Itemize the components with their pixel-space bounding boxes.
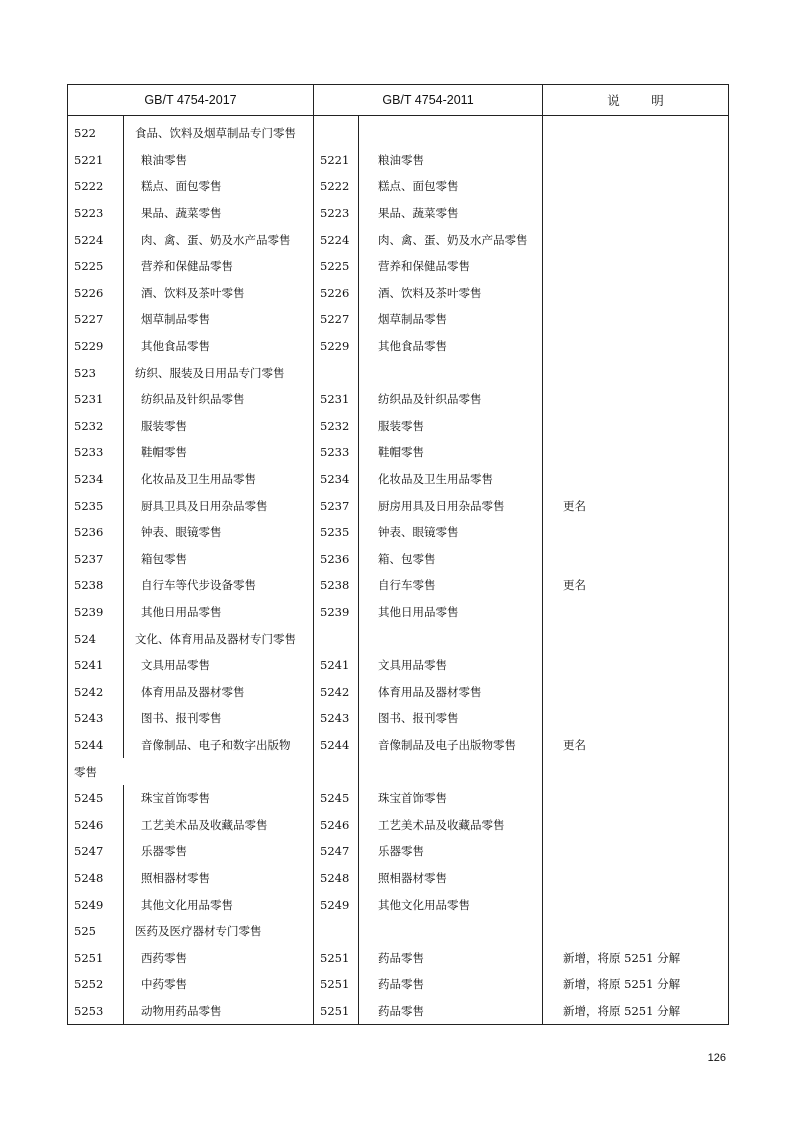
name-2011: 其他食品零售 <box>359 333 543 360</box>
code-2017: 5252 <box>68 971 124 998</box>
note <box>543 785 729 812</box>
name-2011: 自行车零售 <box>359 572 543 599</box>
code-2011: 5248 <box>314 865 359 892</box>
code-2017: 524 <box>68 625 124 652</box>
note <box>543 838 729 865</box>
table-row <box>68 546 729 573</box>
table-row <box>68 280 729 307</box>
note <box>543 891 729 918</box>
code-2011: 5229 <box>314 333 359 360</box>
name-2011: 图书、报刊零售 <box>359 705 543 732</box>
name-2017: 自行车等代步设备零售 <box>124 572 314 599</box>
name-2011: 厨房用具及日用杂品零售 <box>359 492 543 519</box>
table-row <box>68 147 729 174</box>
name-2011: 音像制品及电子出版物零售 <box>359 732 543 759</box>
name-2011: 酒、饮料及茶叶零售 <box>359 280 543 307</box>
note <box>543 226 729 253</box>
name-2011: 纺织品及针织品零售 <box>359 386 543 413</box>
name-2017: 珠宝首饰零售 <box>124 785 314 812</box>
code-2011 <box>314 116 359 147</box>
code-2017: 5246 <box>68 811 124 838</box>
name-2011: 其他文化用品零售 <box>359 891 543 918</box>
table-row <box>68 386 729 413</box>
note <box>543 173 729 200</box>
table-row <box>68 732 729 759</box>
table-row <box>68 306 729 333</box>
code-2011: 5225 <box>314 253 359 280</box>
code-2017: 5253 <box>68 998 124 1025</box>
code-2017: 5244 <box>68 732 124 759</box>
code-2011: 5244 <box>314 732 359 759</box>
name-2017: 肉、禽、蛋、奶及水产品零售 <box>124 226 314 253</box>
note <box>543 466 729 493</box>
name-2017: 糕点、面包零售 <box>124 173 314 200</box>
code-2011: 5222 <box>314 173 359 200</box>
code-2011: 5241 <box>314 652 359 679</box>
code-2017: 5248 <box>68 865 124 892</box>
note <box>543 253 729 280</box>
code-2017: 5243 <box>68 705 124 732</box>
name-2017: 化妆品及卫生用品零售 <box>124 466 314 493</box>
name-2017: 图书、报刊零售 <box>124 705 314 732</box>
name-2011: 化妆品及卫生用品零售 <box>359 466 543 493</box>
name-2011: 箱、包零售 <box>359 546 543 573</box>
note <box>543 333 729 360</box>
code-2011: 5223 <box>314 200 359 227</box>
name-2017: 文化、体育用品及器材专门零售 <box>124 625 314 652</box>
header-note: 说 明 <box>543 85 729 116</box>
code-2011: 5237 <box>314 492 359 519</box>
code-2011: 5227 <box>314 306 359 333</box>
code-2017: 5234 <box>68 466 124 493</box>
name-2017: 酒、饮料及茶叶零售 <box>124 280 314 307</box>
name-2017: 文具用品零售 <box>124 652 314 679</box>
name-2011: 肉、禽、蛋、奶及水产品零售 <box>359 226 543 253</box>
table-row <box>68 253 729 280</box>
code-2017: 5236 <box>68 519 124 546</box>
name-2017: 营养和保健品零售 <box>124 253 314 280</box>
table-row <box>68 918 729 945</box>
table-row <box>68 944 729 971</box>
code-2011: 5242 <box>314 678 359 705</box>
name-2011 <box>359 758 543 785</box>
name-2017: 果品、蔬菜零售 <box>124 200 314 227</box>
code-2017: 523 <box>68 359 124 386</box>
name-2017: 纺织品及针织品零售 <box>124 386 314 413</box>
code-2017: 5245 <box>68 785 124 812</box>
table-row <box>68 173 729 200</box>
name-2011: 钟表、眼镜零售 <box>359 519 543 546</box>
name-2017: 工艺美术品及收藏品零售 <box>124 811 314 838</box>
code-2011 <box>314 758 359 785</box>
table-row <box>68 226 729 253</box>
note <box>543 599 729 626</box>
name-2017: 动物用药品零售 <box>124 998 314 1025</box>
table-body <box>68 116 729 1025</box>
code-2011: 5247 <box>314 838 359 865</box>
name-2011: 乐器零售 <box>359 838 543 865</box>
table-header-row <box>68 85 729 116</box>
name-2011: 文具用品零售 <box>359 652 543 679</box>
name-2017: 西药零售 <box>124 944 314 971</box>
name-2017: 中药零售 <box>124 971 314 998</box>
code-2017: 5242 <box>68 678 124 705</box>
note <box>543 652 729 679</box>
code-2011: 5251 <box>314 998 359 1025</box>
note <box>543 200 729 227</box>
code-2011: 5246 <box>314 811 359 838</box>
code-2011: 5234 <box>314 466 359 493</box>
code-2017: 5249 <box>68 891 124 918</box>
code-2011 <box>314 918 359 945</box>
table-row <box>68 811 729 838</box>
name-2011 <box>359 359 543 386</box>
table-row <box>68 625 729 652</box>
note: 更名 <box>543 572 729 599</box>
code-2017: 5221 <box>68 147 124 174</box>
name-2017: 厨具卫具及日用杂品零售 <box>124 492 314 519</box>
name-2017: 音像制品、电子和数字出版物 <box>124 732 314 759</box>
table-row <box>68 572 729 599</box>
code-2017: 5225 <box>68 253 124 280</box>
name-2011: 鞋帽零售 <box>359 439 543 466</box>
classification-comparison-table <box>67 84 728 1025</box>
name-2011: 糕点、面包零售 <box>359 173 543 200</box>
name-2011: 药品零售 <box>359 944 543 971</box>
code-2011: 5235 <box>314 519 359 546</box>
name-2017: 体育用品及器材零售 <box>124 678 314 705</box>
code-2011: 5221 <box>314 147 359 174</box>
note <box>543 439 729 466</box>
code-2011: 5245 <box>314 785 359 812</box>
table-row <box>68 998 729 1025</box>
name-2011: 药品零售 <box>359 998 543 1025</box>
page-number: 126 <box>707 1052 726 1064</box>
code-2011: 5251 <box>314 944 359 971</box>
name-2011: 体育用品及器材零售 <box>359 678 543 705</box>
code-2011: 5239 <box>314 599 359 626</box>
name-2017: 其他日用品零售 <box>124 599 314 626</box>
code-2017: 5226 <box>68 280 124 307</box>
code-2017: 5222 <box>68 173 124 200</box>
name-2011: 珠宝首饰零售 <box>359 785 543 812</box>
table-row <box>68 652 729 679</box>
note <box>543 386 729 413</box>
note <box>543 625 729 652</box>
table-row <box>68 705 729 732</box>
name-2017: 照相器材零售 <box>124 865 314 892</box>
code-2011: 5251 <box>314 971 359 998</box>
code-2011: 5224 <box>314 226 359 253</box>
code-2011: 5232 <box>314 413 359 440</box>
note <box>543 678 729 705</box>
table-row <box>68 333 729 360</box>
code-2017: 5223 <box>68 200 124 227</box>
code-2011: 5233 <box>314 439 359 466</box>
name-2011: 工艺美术品及收藏品零售 <box>359 811 543 838</box>
code-2017: 525 <box>68 918 124 945</box>
table-row <box>68 865 729 892</box>
code-2017: 5231 <box>68 386 124 413</box>
name-2017: 其他文化用品零售 <box>124 891 314 918</box>
code-2017: 5224 <box>68 226 124 253</box>
note <box>543 116 729 147</box>
name-2011: 照相器材零售 <box>359 865 543 892</box>
table-row <box>68 678 729 705</box>
name-2011 <box>359 625 543 652</box>
table-row <box>68 466 729 493</box>
note <box>543 306 729 333</box>
note <box>543 758 729 785</box>
header-gbt-2017: GB/T 4754-2017 <box>68 85 314 116</box>
name-2017: 医药及医疗器材专门零售 <box>124 918 314 945</box>
code-2017: 5241 <box>68 652 124 679</box>
note <box>543 811 729 838</box>
name-2017: 粮油零售 <box>124 147 314 174</box>
table-row <box>68 785 729 812</box>
table-row <box>68 599 729 626</box>
note <box>543 918 729 945</box>
header-gbt-2011: GB/T 4754-2011 <box>314 85 543 116</box>
note <box>543 280 729 307</box>
code-2017: 5232 <box>68 413 124 440</box>
code-2017: 5247 <box>68 838 124 865</box>
note <box>543 865 729 892</box>
name-2017: 纺织、服装及日用品专门零售 <box>124 359 314 386</box>
note: 新增，将原 5251 分解 <box>543 998 729 1025</box>
name-2011 <box>359 116 543 147</box>
note: 新增，将原 5251 分解 <box>543 971 729 998</box>
name-2017: 箱包零售 <box>124 546 314 573</box>
code-2017: 5227 <box>68 306 124 333</box>
table-row <box>68 116 729 147</box>
table-row <box>68 359 729 386</box>
table-row <box>68 413 729 440</box>
table-row <box>68 838 729 865</box>
table-row <box>68 519 729 546</box>
name-2017: 乐器零售 <box>124 838 314 865</box>
name-2017: 食品、饮料及烟草制品专门零售 <box>124 116 314 147</box>
note <box>543 147 729 174</box>
table-row <box>68 492 729 519</box>
name-2017: 鞋帽零售 <box>124 439 314 466</box>
code-2017: 5235 <box>68 492 124 519</box>
name-2017: 服装零售 <box>124 413 314 440</box>
name-2011: 粮油零售 <box>359 147 543 174</box>
code-2017: 5251 <box>68 944 124 971</box>
code-2011: 5231 <box>314 386 359 413</box>
code-2017: 5237 <box>68 546 124 573</box>
table-row <box>68 200 729 227</box>
code-2017: 5239 <box>68 599 124 626</box>
name-2011: 烟草制品零售 <box>359 306 543 333</box>
note <box>543 546 729 573</box>
name-2017: 烟草制品零售 <box>124 306 314 333</box>
table-row <box>68 971 729 998</box>
note <box>543 705 729 732</box>
code-2011: 5236 <box>314 546 359 573</box>
code-2017: 5238 <box>68 572 124 599</box>
name-2011: 服装零售 <box>359 413 543 440</box>
table-row <box>68 891 729 918</box>
code-2011: 5249 <box>314 891 359 918</box>
code-2011: 5226 <box>314 280 359 307</box>
note: 更名 <box>543 732 729 759</box>
name-2011: 果品、蔬菜零售 <box>359 200 543 227</box>
name-2017: 钟表、眼镜零售 <box>124 519 314 546</box>
code-2017: 5229 <box>68 333 124 360</box>
table-row <box>68 439 729 466</box>
code-2011: 5238 <box>314 572 359 599</box>
comparison-table <box>67 84 729 1025</box>
name-2011: 营养和保健品零售 <box>359 253 543 280</box>
note: 新增，将原 5251 分解 <box>543 944 729 971</box>
note <box>543 359 729 386</box>
code-2011 <box>314 625 359 652</box>
note <box>543 519 729 546</box>
table-row <box>68 758 729 785</box>
name-2017: 其他食品零售 <box>124 333 314 360</box>
code-2017: 5233 <box>68 439 124 466</box>
name-2011 <box>359 918 543 945</box>
note <box>543 413 729 440</box>
code-2011: 5243 <box>314 705 359 732</box>
code-2017: 522 <box>68 116 124 147</box>
name-2011: 药品零售 <box>359 971 543 998</box>
name-2017-continued: 零售 <box>68 758 314 785</box>
code-2011 <box>314 359 359 386</box>
note: 更名 <box>543 492 729 519</box>
name-2011: 其他日用品零售 <box>359 599 543 626</box>
